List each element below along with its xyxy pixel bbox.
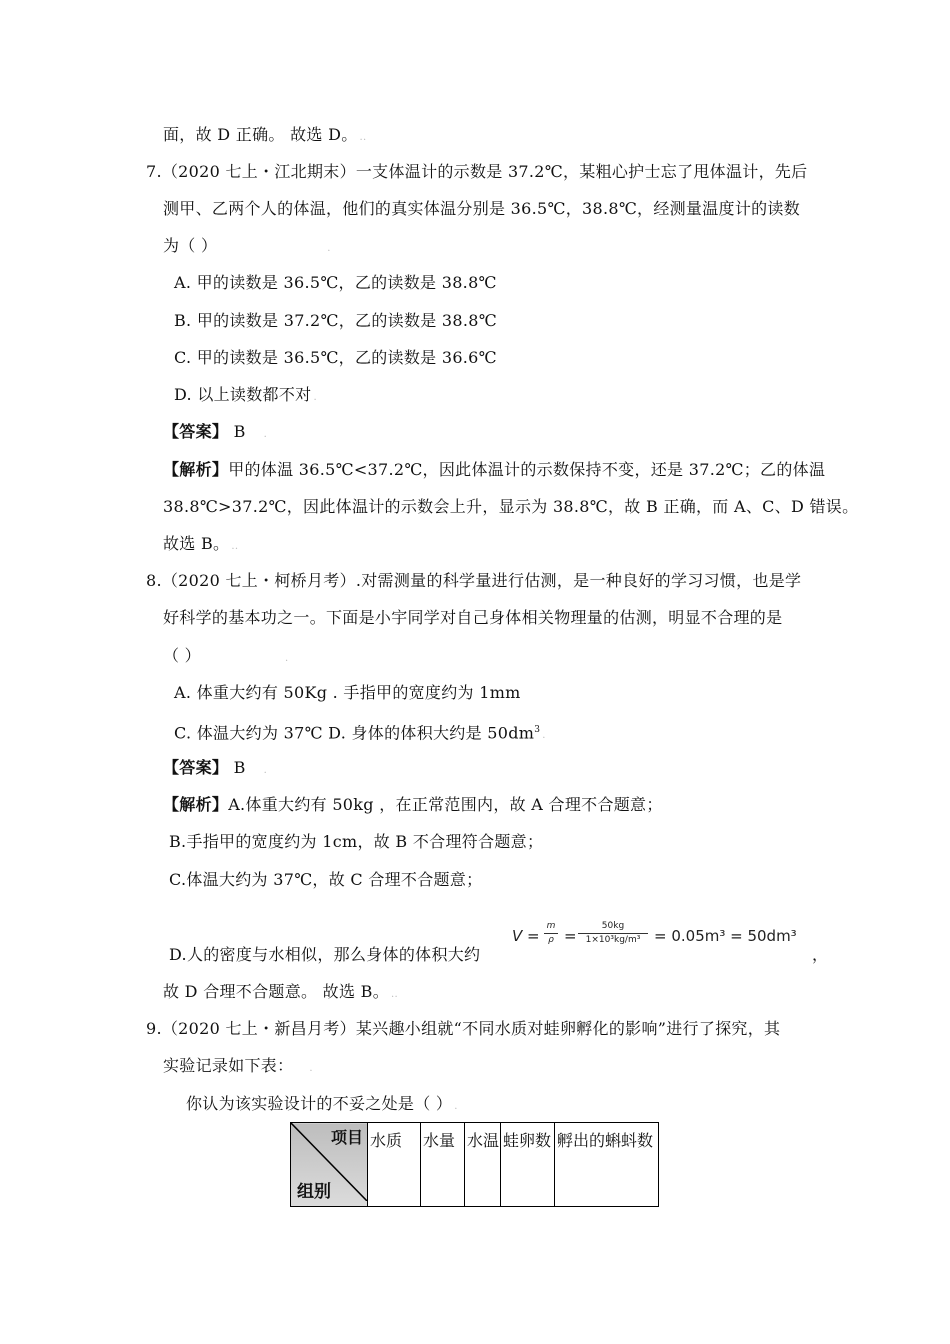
question-8-explanation-2: B.手指甲的宽度约为 1cm，故 B 不合理符合题意；	[169, 832, 544, 851]
question-7-line-3: 为（ ） .	[163, 236, 331, 255]
question-8-options-ab: A. 体重大约有 50Kg . 手指甲的宽度约为 1mm	[174, 683, 521, 702]
table-header-cell: 蛙卵数	[501, 1123, 555, 1207]
question-9-line-2: 实验记录如下表： .	[163, 1056, 313, 1075]
table-header-cell: 孵出的蝌蚪数	[555, 1123, 659, 1207]
table-row	[291, 1123, 659, 1207]
question-8-explanation-1: 【解析】A.体重大约有 50kg ，在正常范围内，故 A 合理不合题意；	[163, 795, 663, 814]
question-8-options-cd: C. 体温大约为 37℃ D. 身体的体积大约是 $50dm^3$.	[174, 723, 546, 743]
formula-numerator: m	[546, 921, 556, 931]
table-header-cell: 水温	[465, 1123, 501, 1207]
question-8-answer: 【答案】 B .	[163, 758, 268, 777]
formula-value-denominator: 1×10³kg/m³	[585, 935, 641, 945]
question-7-option-c: C. 甲的读数是 36.5℃，乙的读数是 36.6℃	[174, 348, 497, 367]
formula-lhs: V =	[512, 927, 540, 945]
question-7-option-a: A. 甲的读数是 36.5℃，乙的读数是 38.8℃	[174, 273, 497, 292]
experiment-table	[290, 1122, 659, 1207]
question-7-explanation-2: 38.8℃>37.2℃，因此体温计的示数会上升，显示为 38.8℃，故 B 正确，而 A、C、D 错误。	[163, 497, 859, 516]
formula-fraction-m-rho	[544, 921, 558, 946]
table-header-cell: 水质	[368, 1123, 421, 1207]
question-8-line-3: （ ） .	[163, 646, 289, 665]
question-7-explanation-3: 故选 B。 ..	[163, 534, 239, 553]
formula-result: = 0.05m³ = 50dm³	[654, 927, 797, 945]
header-item-label: 项目	[330, 1128, 363, 1147]
formula-equals: =	[564, 927, 577, 945]
question-7-option-d: D. 以上读数都不对 .	[174, 385, 317, 404]
formula-value-numerator: 50kg	[601, 921, 625, 931]
question-8-line-2: 好科学的基本功之一。下面是小宇同学对自己身体相关物理量的估测，明显不合理的是	[163, 608, 783, 627]
header-group-label: 组别	[297, 1182, 331, 1202]
question-8-line-1: 8.（2020 七上・柯桥月考）.对需测量的科学量进行估测，是一种良好的学习习惯，也是学	[146, 571, 802, 590]
formula-fraction-value	[578, 921, 648, 946]
table-header-cell: 水量	[421, 1123, 465, 1207]
volume-formula	[512, 919, 812, 953]
question-7-option-b: B. 甲的读数是 37.2℃，乙的读数是 38.8℃	[174, 311, 497, 330]
question-7-explanation-1: 【解析】甲的体温 36.5℃<37.2℃，因此体温计的示数保持不变，还是 37.2℃；乙的体温	[163, 460, 826, 479]
question-9-line-3: 你认为该实验设计的不妥之处是（ ） .	[186, 1094, 458, 1113]
question-7-line-2: 测甲、乙两个人的体温，他们的真实体温分别是 36.5℃，38.8℃，经测量温度计的读数	[163, 199, 801, 218]
text-line: 面，故 D 正确。 故选 D。 ..	[163, 125, 367, 144]
question-8-explanation-4: D.人的密度与水相似，那么身体的体积大约	[169, 945, 481, 964]
diagonal-header-cell	[291, 1123, 368, 1207]
question-8-explanation-5: 故 D 合理不合题意。 故选 B。 ..	[163, 982, 398, 1001]
question-9-line-1: 9.（2020 七上・新昌月考）某兴趣小组就“不同水质对蛙卵孵化的影响”进行了探究，其	[146, 1019, 781, 1038]
question-7-line-1: 7.（2020 七上・江北期末）一支体温计的示数是 37.2℃，某粗心护士忘了甩体温计，先后	[146, 162, 808, 181]
question-8-comma: ，	[812, 945, 829, 964]
formula-denominator: ρ	[548, 935, 554, 945]
question-7-answer: 【答案】 B .	[163, 422, 268, 441]
question-8-explanation-3: C.体温大约为 37℃，故 C 合理不合题意；	[169, 870, 483, 889]
